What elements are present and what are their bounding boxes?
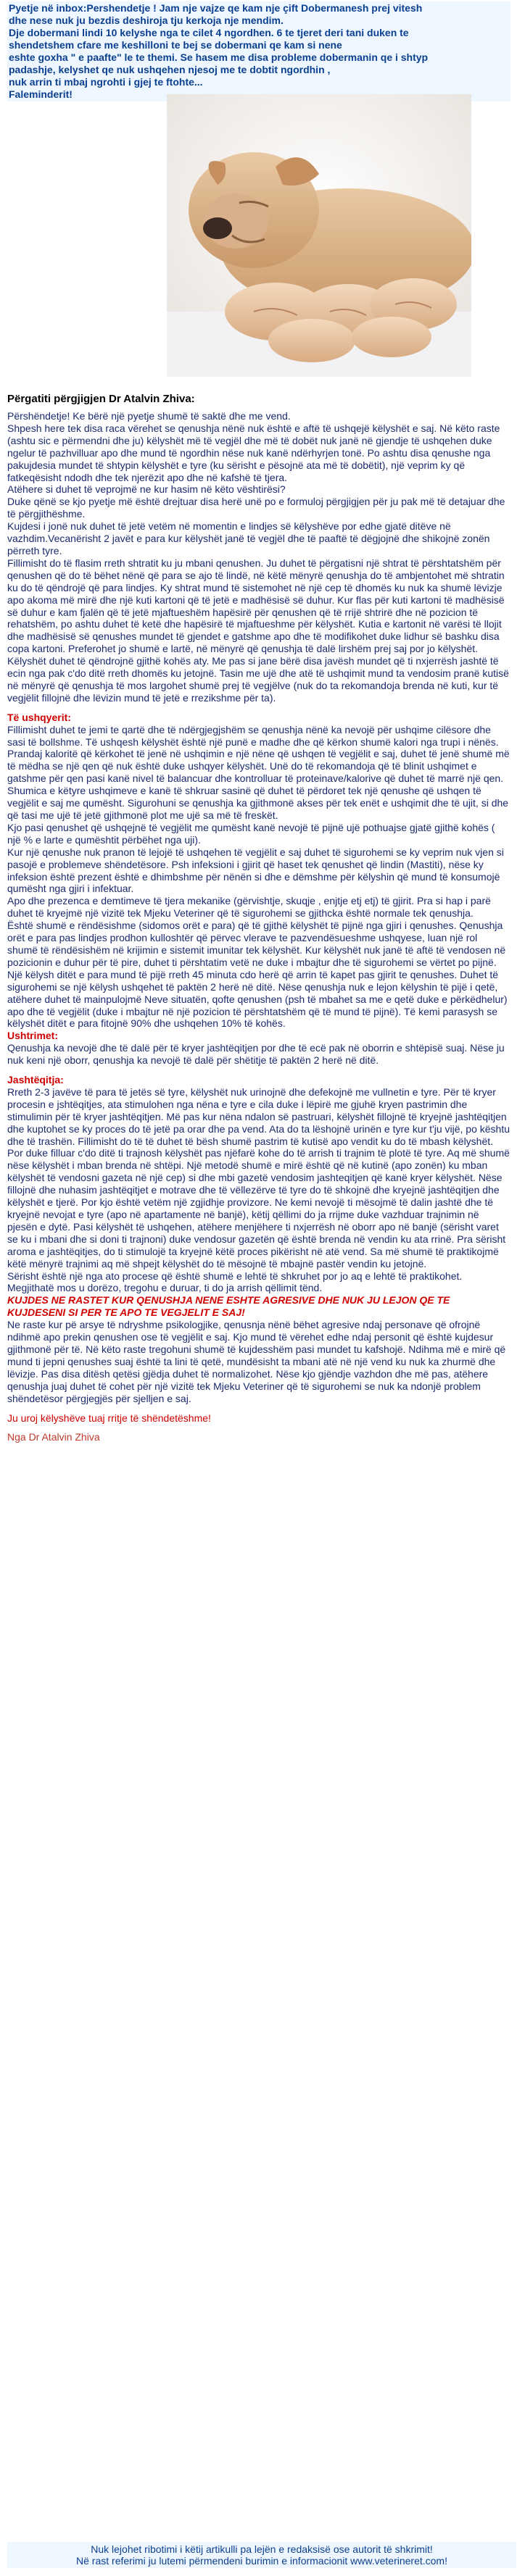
- question-line: Dje dobermani lindi 10 kelyshe nga te cilet 4 ngordhen. 6 te tjeret deri tani duken te: [9, 27, 409, 38]
- article-paragraph: Fillimisht do të flasim rreth shtratit ku ju mbani qenushen. Ju duhet të përgatisni një shtrat të përshtatshëm për qenushen që do të bëhet nënë që para se ajo të lindë, në këtë mënyrë qenushja do të ambjentohet më shtratin ku do të qëndrojë që para lindjes. Ky shtrat mund të sistemohet në një cep të dhomës ku nuk ka shumë lëvizje apo akoma më mirë dhe një kuti kartoni që të jetë e madhësisë së duhur. Kur flas për kuti kartoni të madhësisë së duhur e kam fjalën që të jetë mjaftueshëm hapësirë për qenushen që të rrijë shtrirë dhe në pozicion të rehatshëm, po ashtu duhet të ketë dhe hapësirë të mjaftueshme për këlyshët. Kutia e kartonit në varësi të llojit dhe madhësisë së qenushes mundet të gjendet e gatshme apo dhe të modifikohet duke lidhur së bashku disa copa kartoni. Preferohet jo shumë e lartë, në mënyrë që qenushja të dalë lirshëm prej saj por jo këlyshët. Këlyshët duhet të qëndrojnë gjithë kohës aty. Me pas si jane bërë disa javësh mundet që ti nxjerrësh jashtë të ecin nga pak c'do ditë rreth dhomës ku jetojnë. Tasin me ujë dhe atë të ushqimit mund ta vendosim pranë kutisë në mënyrë që qenushja të mos largohet shumë prej të vegjëlve (nuk do ta rekomandoja brenda në kuti, kur të vegjëlit fillojnë dhe lëvizin mund të jetë e rrezikshme për ta).: [7, 557, 509, 704]
- article-paragraph: Atëhere si duhet të veprojmë ne kur hasim në këto vështirësi?: [7, 483, 286, 496]
- article-paragraph: Sërisht është një nga ato procese që është shumë e lehtë të shkruhet por jo aq e lehtë të praktikohet. Megjithatë mos u dorëzo, tregohu e duruar, ti do ja arrish qëllimit tënd.: [7, 1270, 463, 1294]
- question-line: shendetshem cfare me keshilloni te bej se dobermani qe kam si nene: [9, 39, 342, 51]
- article-body: [7, 410, 510, 1443]
- puppies-photo: [167, 94, 471, 377]
- article-paragraph: Rreth 2-3 javëve të para të jetës së tyre, këlyshët nuk urinojnë dhe defekojnë me vullnetin e tyre. Për të kryer procesin e jshtëqitjes, ata stimulohen nga nëna e tyre e cila duke i lëpirë me gjuhë kryen pastrimin dhe stimulimin për të kryer jashtëqitjen. Më pas kur nëna ndalon së pastruari, këlyshët fillojnë të kryejnë jashtëqitjen dhe kuptohet se ky proces do të jetë pa orar dhe pa vend. Ata do ta lëshojnë urinën e tyre kur t'ju vijë, po kështu dhe të trashën. Fillimisht do të të duhet të bësh shumë pastrim të kutisë apo vendit ku do të mbash këlyshët. Por duke filluar c'do ditë ti trajnosh këlyshët pas njëfarë kohe do të arrish ti trajnim të plotë të tyre. Aq më shumë nëse këlyshët i mban brenda në shtëpi. Një metodë shumë e mirë është që në kutinë (apo zonën) ku mban këlyshët të vendosni gazeta në një cep) si dhe mbi gazetë vendosim jashteqitjen që kanë kryer këlyshët. Nëse fillojnë dhe nuhasim jashtëqitjet e motrave dhe të vëllezërve të tyre do të shkojnë dhe kryejnë jashtëqitjen dhe këlyshët e tjerë. Por kjo është vetëm një zgjidhje provizore. Ne kemi nevojë ti mësojmë të dalin jashtë dhe të kryejnë nevojat e tyre (apo në apartamente në banjë), këtij qëllimi do ja rrijme duke vazhduar trajnimin në pjesën e dytë. Pasi këlyshët të ushqehen, atëhere menjëhere ti nxjerrësh në oborr apo në banjë (sërisht varet se ku i mbani dhe si doni ti trajnoni) duke vendosur gazetën që është brenda në vendin ku ata rrinë. Pra sërisht aroma e jashtëqitjes, do ti stimulojë ta kryejnë këtë proces pikërisht në atë vend. Sa më shumë të praktikojmë këtë mënyrë trajnimi aq më shpejt këlyshët do të mësojnë të mbajnë pastër vendin ku jetojnë.: [7, 1085, 510, 1270]
- author-credit: Nga Dr Atalvin Zhiva: [7, 1431, 100, 1443]
- question-line: Pyetje në inbox:Pershendetje ! Jam nje vajze qe kam nje çift Dobermanesh prej vitesh: [9, 2, 423, 14]
- aggression-warning: KUJDES NE RASTET KUR QENUSHJA NENE ESHTE AGRESIVE DHE NUK JU LEJON QE TE KUJDESENI SI PER TE APO TE VEGJELIT E SAJ!: [7, 1294, 450, 1319]
- question-line: Faleminderit!: [9, 88, 73, 100]
- article-paragraph: Përshëndetje! Ke bërë një pyetje shumë të saktë dhe me vend.: [7, 410, 291, 422]
- article-paragraph: Fillimisht duhet te jemi te qartë dhe të ndërgjegjshëm se qenushja nënë ka nevojë për ushqime cilësore dhe sasi të bollshme. Të ushqesh këlyshët është një punë e madhe dhe që kërkon shumë kalori nga trupi i nënës. Prandaj kaloritë që kërkohet të jenë në ushqimin e një nëne që ushqen të vegjëlit e saj, duhet të jenë shumë më të mëdha se një qen që nuk është duke ushqyer këlyshët. Unë do të rekomandoja që të blinit ushqimet e gatshme për qen pasi kanë nivel të balancuar dhe kontrolluar të proteinave/kalorive që duhet të marrë një qen. Shumica e këtyre ushqimeve e kanë të shkruar sasinë që duhet të përdoret tek një qenushe që ushqen të vegjëlit e saj me qumësht. Sigurohuni se qenushja ka gjithmonë akses për tek enët e ushqimit dhe të ujit, si dhe që tasi me ujë të jetë gjithmonë plot me ujë sa më të freskët.: [7, 723, 510, 821]
- question-line: nuk arrin ti mbaj ngrohti i gjej te ftohte...: [9, 76, 203, 88]
- question-line: eshte goxha " e paafte" le te themi. Se hasem me disa probleme dobermanin qe i shtyp: [9, 51, 429, 63]
- article-paragraph: Është shumë e rëndësishme (sidomos orët e para) që të gjithë këlyshët të pijnë nga gjiri i qenushes. Qenushja orët e para pas lindjes prodhon kulloshtër që përvec vlerave te pazvendësueshme ushqyese, luan një rol shumë të rëndësishëm në krijimin e sistemit imunitar tek këlyshët. Kur këlyshët nuk janë të aftë të vendosen në pozicionin e duhur për të pire, duhet ti përshtatim vetë ne duke i mbajtur dhe të sigurohemi se vërtet po pijnë.: [7, 920, 506, 968]
- article-paragraph: Kur një qenushe nuk pranon të lejojë të ushqehen të vegjëlit e saj duhet të sigurohemi se ky veprim nuk vjen si pasojë e problemeve shëndetësore. Psh infeksioni i gjirit që haset tek qenushet që lindin (Mastiti), nëse ky infeksion është prezent është e dhimbshme për nënën si dhe e dëmshme për këlyshin që mund të konsumojë qumësht nga gjiri i infektuar.: [7, 846, 504, 895]
- answer-title: Përgatiti përgjigjen Dr Atalvin Zhiva:: [7, 393, 195, 405]
- signoff: Ju uroj këlyshëve tuaj rritje të shëndetëshme!: [7, 1412, 211, 1424]
- article-paragraph: Kujdesi i jonë nuk duhet të jetë vetëm në momentin e lindjes së këlyshëve por edhe gjatë ditëve në vazhdim.Vecanërisht 2 javët e para kur këlyshët janë të vegjël dhe të paaftë të dëgjojnë dhe shikojnë zonën përreth tyre.: [7, 520, 490, 557]
- section-title-feeding: Të ushqyerit:: [7, 711, 71, 723]
- copyright-notice: [7, 2542, 516, 2568]
- puppies-illustration: [167, 94, 471, 377]
- article-paragraph: Kjo pasi qenushet që ushqejnë të vegjëlit me qumësht kanë nevojë të pijnë ujë pothuajse gjatë gjithë kohës ( një % e larte e qumështit përbëhet nga uji).: [7, 821, 495, 846]
- copyright-line: Në rast referimi ju lutemi përmendeni burimin e informacionit www.veterineret.com!: [76, 2555, 447, 2567]
- article-paragraph: Një këlysh ditët e para mund të pijë rreth 45 minuta cdo herë që arrin të kapet pas gjirit te qenushes. Duhet të sigurohemi se një këlysh ushqehet të paktën 2 herë në ditë. Nëse qenushja nuk e lejon këlyshin të pijë i qetë, atëhere duhet të mainpulojmë Neve situatën, qofte qenushen (psh të mbahet sa me e qetë duke e përkëdhelur) apo dhe të vegjëlit (duke i mbajtur në një pozicion të përshtatshëm që të mund të pijnë). Të kemi parasysh se këlyshët ditët e para fitojnë 90% dhe ushqehen 10% të kohës.: [7, 968, 508, 1030]
- inbox-question: [7, 1, 510, 101]
- article-paragraph: Qenushja ka nevojë dhe të dalë për të kryer jashtëqitjen por dhe të ecë pak në oborrin e shtëpisë suaj. Nëse ju nuk keni një oborr, qenushja ka nevojë të dalë për shëtitje të paktën 2 herë në ditë.: [7, 1042, 505, 1067]
- article-paragraph: Ne raste kur pë arsye të ndryshme psikologjike, qenusnja nënë bëhet agresive ndaj personave që ofrojnë ndihmë apo prekin qenushen ose të vegjëlit e saj. Kjo mund të vërehet edhe ndaj personit që është kujdesur gjithmonë për të. Në këto raste tregohuni shumë të kujdesshëm pasi mundet tu kafshojë. Ndihma më e mirë që mund ti jepni qenushes suaj është ta lini të qetë, mundësisht ta mbani atë në një vend ku nuk ka zhurmë dhe lëvizje. Pas disa ditësh qetësi gjëdja duhet të normalizohet. Nëse kjo gjëndje vazhdon dhe më pas, atëhere qenushja juaj duhet të cohet për një vizitë tek Mjeku Veteriner që të sigurohemi se nuk ka ndonjë problem shëndetësor përgjegjës për sjelljen e saj.: [7, 1319, 506, 1404]
- article-paragraph: Duke qënë se kjo pyetje më është drejtuar disa herë unë po e formuloj përgjigjen për ju pak më të detajuar dhe të përgjithëshme.: [7, 496, 505, 520]
- article-paragraph: Apo dhe prezenca e demtimeve të tjera mekanike (gërvishtje, skuqje , enjtje etj etj) të gjirit. Pra si hap i parë duhet të kryejmë një vizitë tek Mjeku Veteriner që të sigurohemi se gjithcka është normale tek qenushja.: [7, 895, 491, 920]
- article-paragraph: Shpesh here tek disa raca vërehet se qenushja nënë nuk është e aftë të ushqejë këlyshët e saj. Në këto raste (ashtu sic e përmendni dhe ju) këlyshët më të vegjël dhe më të dobët nuk janë në gjendje të ushqehen duke ngelur të pazhvilluar apo dhe mund të ngordhin nëse nuk kanë ndërhyrjen tonë. Po ashtu disa qenushe nga pakujdesia mundet të shtypin këlyshët e tyre (ku sërisht e pësojnë ata më të dobëtit), një veprim ky që fatkeqësisht ndodh dhe tek njerëzit apo dhe në kafshë të tjera.: [7, 422, 500, 483]
- question-line: padashje, kelyshet qe nuk ushqehen njesoj me te dobtit ngordhin ,: [9, 64, 331, 75]
- section-title-exercise: Ushtrimet:: [7, 1030, 59, 1042]
- copyright-line: Nuk lejohet ribotimi i këtij artikulli pa lejën e redaksisë ose autorit të shkrimit!: [91, 2543, 433, 2555]
- question-line: dhe nese nuk ju bezdis deshiroja tju kerkoja nje mendim.: [9, 14, 284, 26]
- section-title-housetraining: Jashtëqitja:: [7, 1074, 64, 1086]
